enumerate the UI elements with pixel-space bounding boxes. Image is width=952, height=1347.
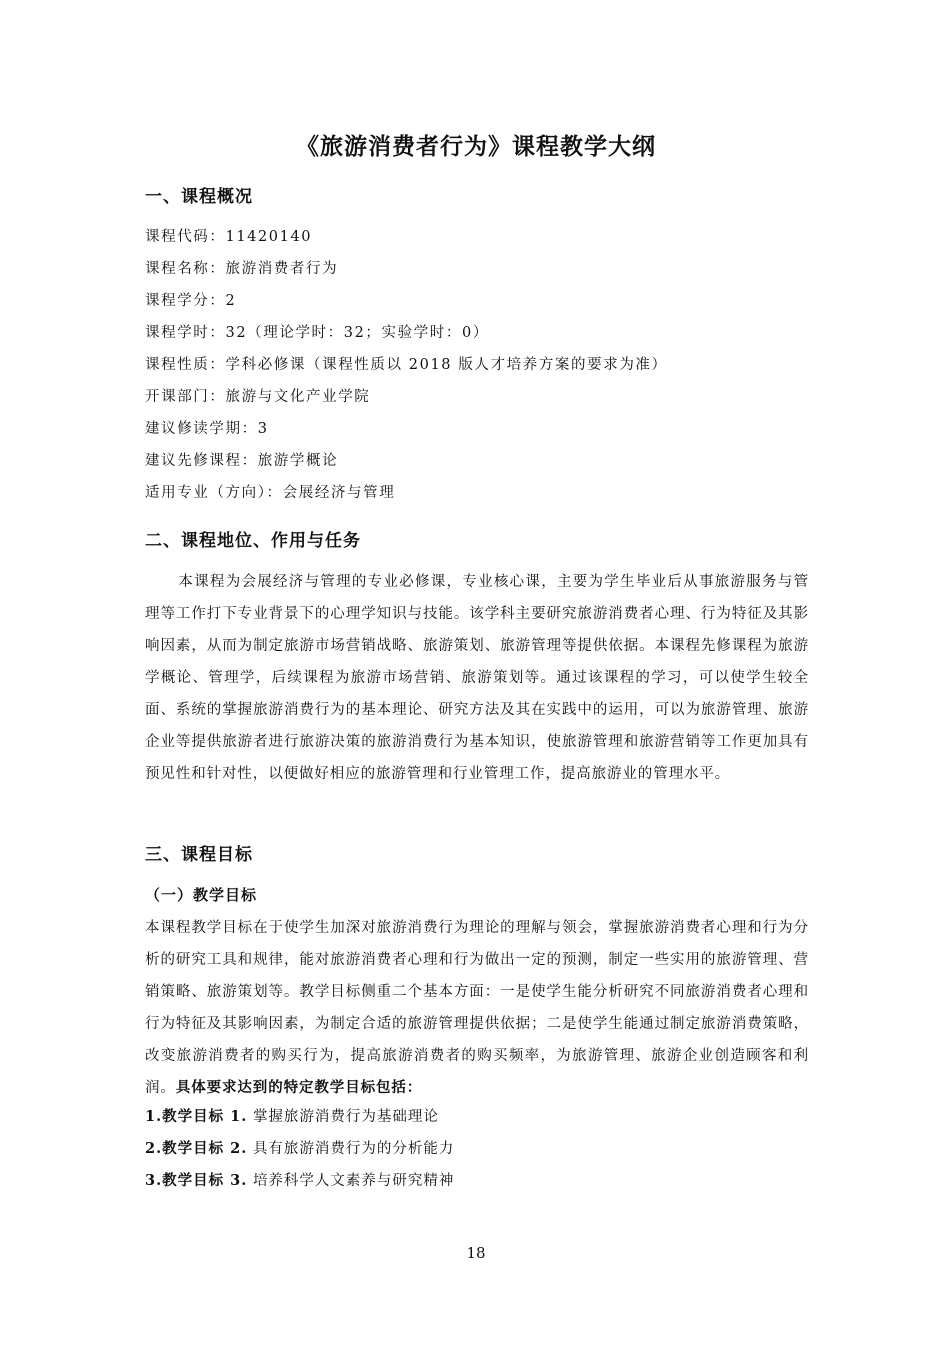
role-paragraph <box>145 566 809 790</box>
objectives-paragraph <box>145 912 809 1104</box>
document-title: 《旅游消费者行为》课程教学大纲 <box>296 133 656 160</box>
semester-line: 建议修读学期：3 <box>145 421 269 437</box>
course-nature-line: 课程性质：学科必修课（课程性质以 2018 版人才培养方案的要求为准） <box>145 357 668 373</box>
goal-item-2 <box>145 1139 825 1171</box>
section-heading-objectives: 三、课程目标 <box>145 845 253 865</box>
section-heading-overview: 一、课程概况 <box>145 187 253 207</box>
goals-list <box>145 1107 825 1203</box>
prerequisite-line: 建议先修课程：旅游学概论 <box>145 453 339 469</box>
course-hours-line: 课程学时：32（理论学时：32；实验学时：0） <box>145 325 489 341</box>
goal-item-1 <box>145 1107 825 1139</box>
goal-text: 具有旅游消费行为的分析能力 <box>252 1141 455 1157</box>
goal-item-3 <box>145 1171 825 1203</box>
course-name-line: 课程名称：旅游消费者行为 <box>145 261 339 277</box>
subheading-teaching-objectives: （一）教学目标 <box>145 886 258 904</box>
goal-label: 3.教学目标 3. <box>145 1172 248 1189</box>
role-paragraph-text: 本课程为会展经济与管理的专业必修课，专业核心课，主要为学生毕业后从事旅游服务与管理等工作打下专业背景下的心理学知识与技能。该学科主要研究旅游消费者心理、行为特征及其影响因素，从而为制定旅游市场营销战略、旅游策划、旅游管理等提供依据。本课程先修课程为旅游学概论、管理学，后续课程为旅游市场营销、旅游策划等。通过该课程的学习，可以使学生较全面、系统的掌握旅游消费行为的基本理论、研究方法及其在实践中的运用，可以为旅游管理、旅游企业等提供旅游者进行旅游决策的旅游消费行为基本知识，使旅游管理和旅游营销等工作更加具有预见性和针对性，以便做好相应的旅游管理和行业管理工作，提高旅游业的管理水平。 <box>145 574 809 782</box>
objectives-emphasis: 具体要求达到的特定教学目标包括： <box>175 1079 423 1096</box>
goal-text: 掌握旅游消费行为基础理论 <box>252 1109 439 1125</box>
major-line: 适用专业（方向）：会展经济与管理 <box>145 485 396 501</box>
page-number: 18 <box>466 1244 486 1262</box>
goal-label: 1.教学目标 1. <box>145 1108 248 1125</box>
course-credit-line: 课程学分：2 <box>145 293 237 309</box>
department-line: 开课部门：旅游与文化产业学院 <box>145 389 371 405</box>
goal-text: 培养科学人文素养与研究精神 <box>252 1173 455 1189</box>
course-info-list <box>145 227 825 515</box>
goal-label: 2.教学目标 2. <box>145 1140 248 1157</box>
section-heading-role: 二、课程地位、作用与任务 <box>145 531 361 551</box>
objectives-paragraph-text: 本课程教学目标在于使学生加深对旅游消费行为理论的理解与领会，掌握旅游消费者心理和行为分析的研究工具和规律，能对旅游消费者心理和行为做出一定的预测，制定一些实用的旅游管理、营销策略、旅游策划等。教学目标侧重二个基本方面：一是使学生能分析研究不同旅游消费者心理和行为特征及其影响因素，为制定合适的旅游管理提供依据；二是使学生能通过制定旅游消费策略，改变旅游消费者的购买行为，提高旅游消费者的购买频率，为旅游管理、旅游企业创造顾客和利润。 <box>145 920 809 1096</box>
course-code-line: 课程代码：11420140 <box>145 229 313 245</box>
